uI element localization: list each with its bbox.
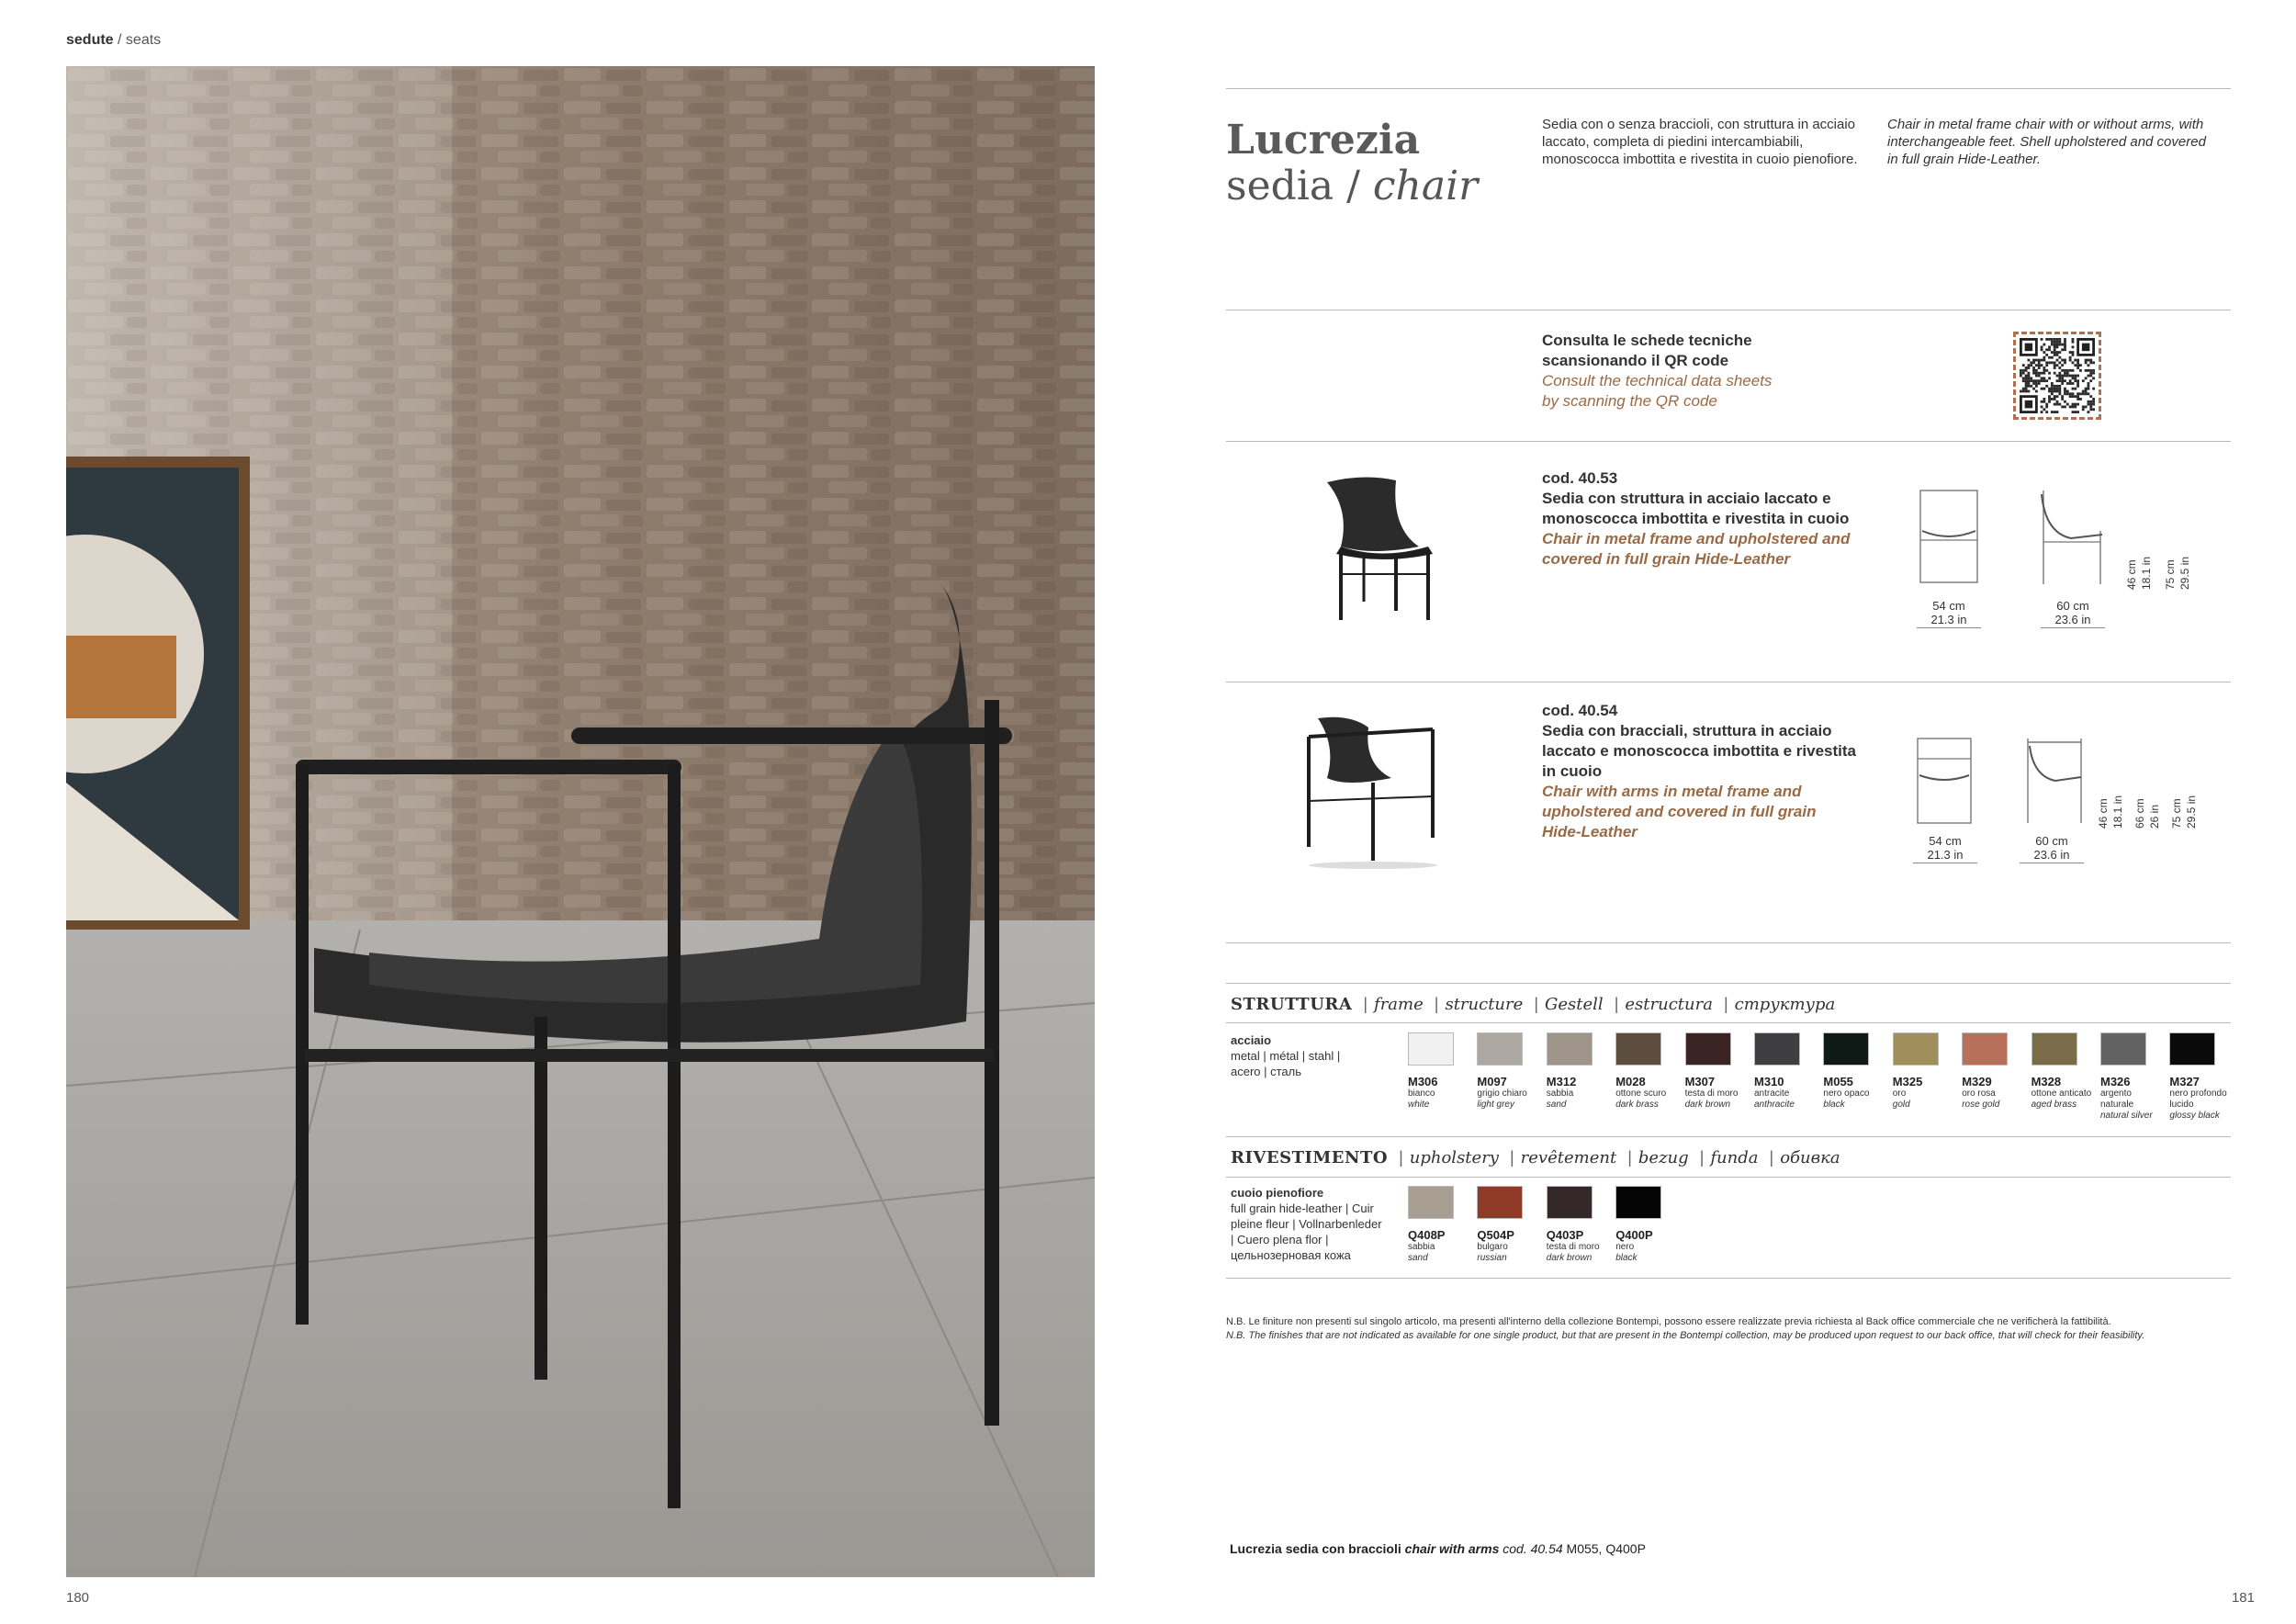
- description-it: Sedia con o senza braccioli, con struttura in acciaio laccato, completa di piedini intercambiabili, monoscocca imbottita e rivestita in cuoio pienofiore.: [1542, 117, 1858, 167]
- product-type-slash: /: [1334, 163, 1373, 209]
- frame-translation: frame: [1374, 995, 1424, 1014]
- swatch-label-it: bulgaro: [1477, 1242, 1508, 1252]
- swatch-label-en: black: [1615, 1253, 1638, 1263]
- arm-height-cm: 66 cm: [2133, 798, 2146, 829]
- swatch-label-en: russian: [1477, 1253, 1507, 1263]
- arm-height-in: 26 in: [2148, 804, 2161, 829]
- swatch-color: [2169, 1032, 2215, 1066]
- finish-swatch[interactable]: [2100, 1032, 2167, 1122]
- swatch-code: M028: [1615, 1075, 1646, 1088]
- variant-40-54-text: [1542, 701, 1859, 842]
- swatch-color: [1408, 1186, 1454, 1219]
- swatch-code: M329: [1962, 1075, 1992, 1088]
- finish-swatch[interactable]: [1893, 1032, 1959, 1111]
- depth-cm: 60 cm: [2035, 834, 2068, 848]
- swatch-label-en: light grey: [1477, 1100, 1514, 1110]
- finish-swatch[interactable]: [1547, 1186, 1613, 1264]
- upholstery-finishes-heading: RIVESTIMENTO | upholstery | revêtement | bezug | funda | обивка: [1231, 1148, 1840, 1167]
- caption-finish: M055, Q400P: [1566, 1541, 1646, 1556]
- swatch-label-it: antracite: [1754, 1088, 1790, 1099]
- swatch-code: Q504P: [1477, 1228, 1514, 1242]
- finish-swatch[interactable]: [1408, 1032, 1474, 1111]
- swatch-label-en: white: [1408, 1100, 1430, 1110]
- frame-material-langs: metal | métal | stahl |: [1231, 1049, 1341, 1063]
- divider: [1226, 1136, 2231, 1137]
- product-name: Lucrezia: [1226, 117, 1421, 164]
- upholstery-material-name: cuoio pienofiore: [1231, 1186, 1324, 1200]
- variant-40-53-text: [1542, 468, 1854, 570]
- chair-40-54-image: [1290, 709, 1460, 870]
- qr-instructions: [1542, 331, 1772, 412]
- qr-code-pattern: [2020, 338, 2095, 413]
- swatch-color: [1893, 1032, 1939, 1066]
- running-header: [66, 32, 161, 49]
- swatch-code: M097: [1477, 1075, 1507, 1088]
- variant-en-line: Hide-Leather: [1542, 823, 1638, 840]
- swatch-code: Q400P: [1615, 1228, 1653, 1242]
- width-in: 21.3 in: [1927, 848, 1964, 862]
- depth-in: 23.6 in: [2033, 848, 2070, 862]
- seat-height-in: 18.1 in: [2140, 556, 2153, 590]
- swatch-label-it: nero: [1615, 1242, 1635, 1252]
- swatch-label-en: gold: [1892, 1100, 1910, 1110]
- finish-swatch[interactable]: [1685, 1032, 1751, 1111]
- variant-it-line: monoscocca imbottita e rivestita in cuoio: [1542, 510, 1850, 527]
- total-height-cm: 75 cm: [2170, 798, 2183, 829]
- upholstery-translation: обивка: [1780, 1148, 1840, 1167]
- swatch-color: [1823, 1032, 1869, 1066]
- swatch-label-it: testa di moro: [1546, 1242, 1600, 1252]
- swatch-code: Q403P: [1546, 1228, 1584, 1242]
- swatch-label-en: aged brass: [2031, 1100, 2077, 1110]
- swatch-color: [1477, 1186, 1523, 1219]
- upholstery-material-langs: full grain hide-leather | Cuir: [1231, 1201, 1374, 1215]
- divider: [1226, 942, 2231, 943]
- frame-translation: структура: [1734, 995, 1836, 1014]
- finish-swatch[interactable]: [1754, 1032, 1820, 1111]
- swatch-label-en: anthracite: [1754, 1100, 1795, 1110]
- depth-in: 23.6 in: [2054, 613, 2091, 626]
- swatch-color: [2032, 1032, 2077, 1066]
- swatch-code: M307: [1684, 1075, 1716, 1088]
- qr-line-2: scansionando il QR code: [1542, 352, 1729, 369]
- swatch-label-en: rose gold: [1962, 1100, 2000, 1110]
- seat-height-cm: 46 cm: [2125, 559, 2138, 590]
- swatch-color: [1685, 1032, 1731, 1066]
- finish-swatch[interactable]: [1823, 1032, 1889, 1111]
- finish-swatch[interactable]: [1408, 1186, 1474, 1264]
- swatch-code: M055: [1823, 1075, 1853, 1088]
- finish-swatch[interactable]: [1477, 1032, 1543, 1111]
- swatch-label-en: black: [1823, 1100, 1845, 1110]
- divider: [1226, 1177, 2231, 1178]
- swatch-code: M312: [1546, 1075, 1577, 1088]
- divider: [1226, 983, 2231, 984]
- swatch-label-en: dark brown: [1546, 1253, 1593, 1263]
- upholstery-translation: bezug: [1638, 1148, 1689, 1167]
- swatch-label-it: oro rosa: [1962, 1088, 1996, 1099]
- finish-swatch[interactable]: [2169, 1032, 2235, 1122]
- frame-translation: Gestell: [1545, 995, 1604, 1014]
- qr-line-1: Consulta le schede tecniche: [1542, 332, 1752, 349]
- swatch-label-en: sand: [1546, 1100, 1567, 1110]
- side-view-drawing: [2019, 735, 2092, 827]
- finish-swatch[interactable]: [1615, 1032, 1682, 1111]
- upholstery-translation: upholstery: [1409, 1148, 1499, 1167]
- side-view-drawing: [2034, 487, 2112, 588]
- swatch-label-it: nero opaco: [1823, 1088, 1870, 1099]
- caption-en: chair with arms: [1404, 1541, 1500, 1556]
- section-name: sedute: [66, 32, 114, 48]
- frame-material-langs: acero | сталь: [1231, 1065, 1302, 1078]
- qr-line-3: Consult the technical data sheets: [1542, 372, 1773, 389]
- swatch-code: Q408P: [1408, 1228, 1446, 1242]
- swatch-label-it: testa di moro: [1684, 1088, 1739, 1099]
- variant-code: cod. 40.53: [1542, 469, 1618, 487]
- caption-name: Lucrezia: [1230, 1541, 1282, 1556]
- qr-code[interactable]: [2013, 332, 2101, 420]
- qr-line-4: by scanning the QR code: [1542, 392, 1717, 410]
- dimension-line: [2041, 627, 2105, 628]
- variant-it-line: Sedia con bracciali, struttura in acciaio: [1542, 722, 1832, 739]
- swatch-color: [1477, 1032, 1523, 1066]
- depth-dimension: [2020, 834, 2084, 862]
- width-cm: 54 cm: [1929, 834, 1962, 848]
- upholstery-translation: funda: [1710, 1148, 1759, 1167]
- swatch-label-it: grigio chiaro: [1477, 1088, 1527, 1099]
- frame-material-name: acciaio: [1231, 1033, 1272, 1047]
- divider: [1226, 1022, 2231, 1023]
- page-number-right: 181: [2231, 1590, 2255, 1606]
- width-dimension: [1913, 834, 1977, 862]
- variant-it-line: in cuoio: [1542, 762, 1603, 780]
- swatch-color: [1615, 1186, 1661, 1219]
- swatch-label-it: bianco: [1408, 1088, 1435, 1099]
- variant-it-line: laccato e monoscocca imbottita e rivestita: [1542, 742, 1857, 760]
- chair-scene-illustration: [66, 66, 1095, 1577]
- chair-40-53-image: [1309, 473, 1474, 629]
- total-height-in: 29.5 in: [2178, 556, 2191, 590]
- finish-swatch[interactable]: [1615, 1186, 1682, 1264]
- swatch-color: [1408, 1032, 1454, 1066]
- front-view-drawing: [1913, 735, 1977, 827]
- description-en: Chair in metal frame chair with or without arms, with interchangeable feet. Shell upholstered and covered in full grain Hide-Leather.: [1887, 117, 2206, 167]
- product-title: [1226, 118, 1478, 209]
- section-separator: /: [118, 32, 126, 48]
- swatch-color: [1962, 1032, 2008, 1066]
- front-view-drawing: [1915, 487, 1984, 588]
- upholstery-material: [1231, 1185, 1382, 1263]
- frame-heading: STRUTTURA: [1231, 995, 1353, 1014]
- upholstery-material-langs: цельнозерновая кожа: [1231, 1248, 1351, 1262]
- width-cm: 54 cm: [1932, 599, 1965, 613]
- total-height-in: 29.5 in: [2185, 795, 2198, 829]
- swatch-color: [1754, 1032, 1800, 1066]
- dimension-line: [1917, 627, 1981, 628]
- frame-translation: structure: [1445, 995, 1524, 1014]
- swatch-label-it: nero profondo lucido: [2169, 1088, 2227, 1110]
- variant-en-line: Chair with arms in metal frame and: [1542, 783, 1802, 800]
- swatch-code: M306: [1408, 1075, 1438, 1088]
- caption-code: cod. 40.54: [1503, 1541, 1563, 1556]
- note-en: N.B. The finishes that are not indicated as available for one single product, but that are present in the Bontempi collection, may be produced upon request to our back office, that will check for their feasibility.: [1226, 1330, 2145, 1341]
- swatch-label-en: sand: [1408, 1253, 1428, 1263]
- product-type-en: chair: [1372, 163, 1479, 209]
- seat-height-cm: 46 cm: [2097, 798, 2110, 829]
- photo-caption: [1230, 1541, 1646, 1556]
- finish-swatch[interactable]: [1547, 1032, 1613, 1111]
- page-number-left: 180: [66, 1590, 90, 1606]
- width-dimension: [1917, 599, 1981, 626]
- width-in: 21.3 in: [1930, 613, 1967, 626]
- swatch-code: M327: [2169, 1075, 2200, 1088]
- swatch-code: M325: [1892, 1075, 1923, 1088]
- variant-en-line: covered in full grain Hide-Leather: [1542, 550, 1791, 568]
- frame-material: [1231, 1032, 1340, 1079]
- divider: [1226, 1278, 2231, 1279]
- swatch-label-en: dark brass: [1615, 1100, 1659, 1110]
- lifestyle-photo: [66, 66, 1095, 1577]
- swatch-color: [1615, 1032, 1661, 1066]
- swatch-code: M326: [2100, 1075, 2131, 1088]
- swatch-label-en: natural silver: [2100, 1111, 2153, 1121]
- swatch-code: M310: [1754, 1075, 1784, 1088]
- upholstery-material-langs: | Cuero plena flor |: [1231, 1233, 1329, 1246]
- swatch-color: [1547, 1032, 1593, 1066]
- finish-notes: [1226, 1315, 2231, 1343]
- swatch-label-it: ottone scuro: [1615, 1088, 1667, 1099]
- swatch-label-it: oro: [1892, 1088, 1907, 1099]
- finish-swatch[interactable]: [1962, 1032, 2028, 1111]
- swatch-label-it: sabbia: [1408, 1242, 1435, 1252]
- variant-en-line: upholstered and covered in full grain: [1542, 803, 1817, 820]
- upholstery-heading: RIVESTIMENTO: [1231, 1148, 1389, 1167]
- swatch-label-it: argento naturale: [2100, 1088, 2134, 1110]
- swatch-color: [1547, 1186, 1593, 1219]
- swatch-label-it: ottone anticato: [2031, 1088, 2092, 1099]
- depth-cm: 60 cm: [2056, 599, 2089, 613]
- depth-dimension: [2041, 599, 2105, 626]
- swatch-color: [2100, 1032, 2146, 1066]
- finish-swatch[interactable]: [1477, 1186, 1543, 1264]
- total-height-cm: 75 cm: [2164, 559, 2177, 590]
- product-type: [1226, 164, 1478, 209]
- upholstery-material-langs: pleine fleur | Vollnarbenleder: [1231, 1217, 1382, 1231]
- finish-swatch[interactable]: [2032, 1032, 2098, 1111]
- swatch-code: M328: [2031, 1075, 2062, 1088]
- divider: [1226, 441, 2231, 442]
- swatch-label-it: sabbia: [1546, 1088, 1574, 1099]
- variant-en-line: Chair in metal frame and upholstered and: [1542, 530, 1851, 547]
- note-it: N.B. Le finiture non presenti sul singolo articolo, ma presenti all'interno della collezione Bontempi, possono essere realizzate previa richiesta al Back office commerciale che ne verificherà la fattibilità.: [1226, 1316, 2111, 1327]
- section-name-en: seats: [125, 32, 162, 48]
- swatch-label-en: glossy black: [2169, 1111, 2220, 1121]
- seat-height-in: 18.1 in: [2111, 795, 2124, 829]
- upholstery-translation: revêtement: [1520, 1148, 1617, 1167]
- variant-code: cod. 40.54: [1542, 702, 1618, 719]
- caption-it: sedia con braccioli: [1285, 1541, 1401, 1556]
- divider: [1226, 88, 2231, 89]
- variant-it-line: Sedia con struttura in acciaio laccato e: [1542, 490, 1831, 507]
- product-type-it: sedia: [1226, 163, 1334, 209]
- swatch-label-en: dark brown: [1684, 1100, 1731, 1110]
- frame-finishes-heading: STRUTTURA | frame | structure | Gestell | estructura | структура: [1231, 995, 1836, 1014]
- frame-translation: estructura: [1625, 995, 1713, 1014]
